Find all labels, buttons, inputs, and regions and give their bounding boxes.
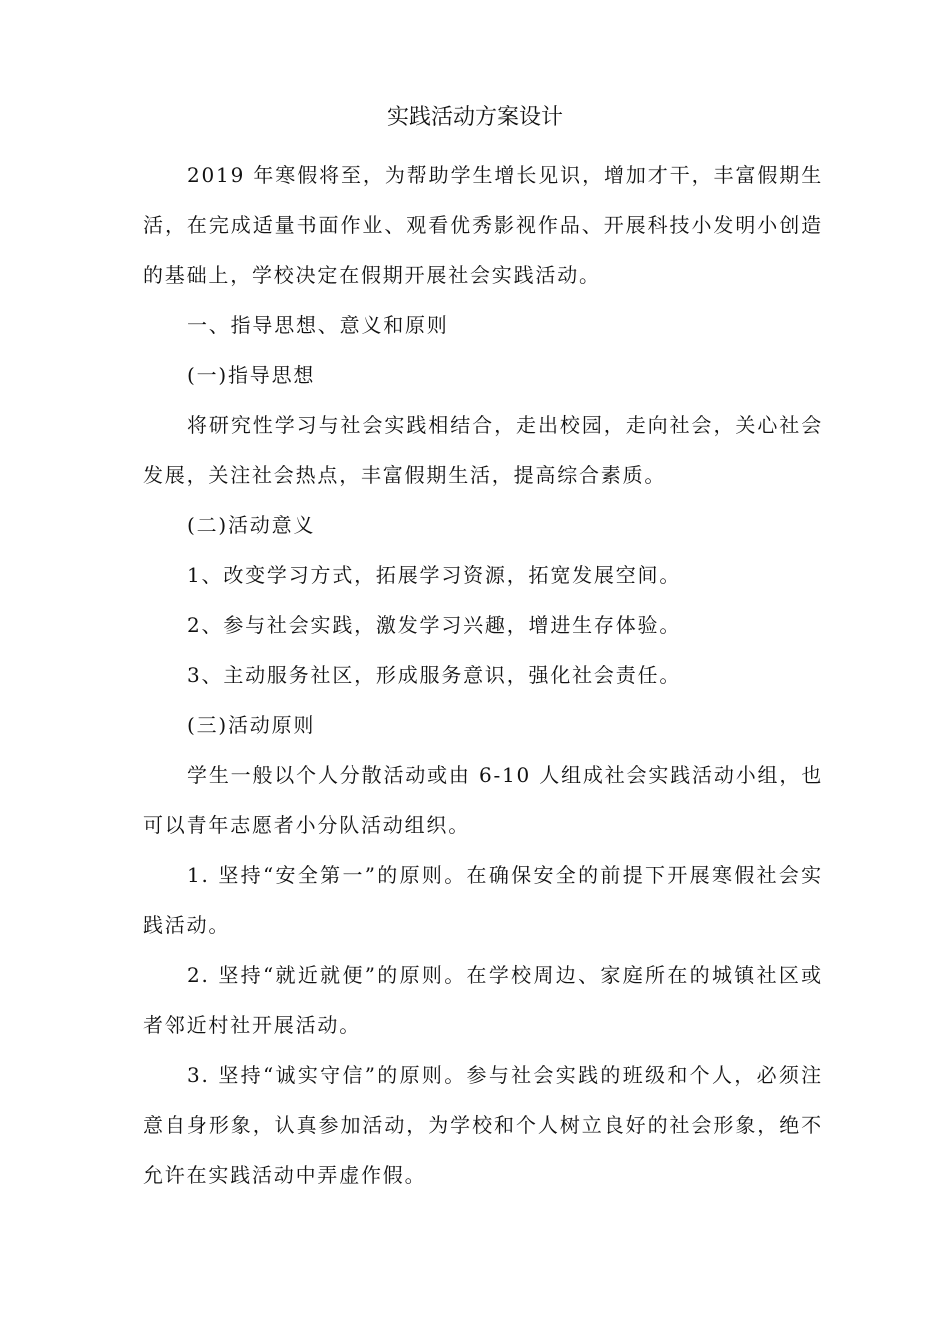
principle-item-2: 2. 坚持“就近就便”的原则。在学校周边、家庭所在的城镇社区或者邻近村社开展活动。: [143, 963, 823, 1037]
guiding-thought-paragraph: 将研究性学习与社会实践相结合，走出校园，走向社会，关心社会发展，关注社会热点，丰富假期生活，提高综合素质。: [143, 413, 823, 487]
principle-item-1: 1. 坚持“安全第一”的原则。在确保安全的前提下开展寒假社会实践活动。: [143, 863, 823, 937]
principles-intro-paragraph: 学生一般以个人分散活动或由 6-10 人组成社会实践活动小组，也可以青年志愿者小分队活动组织。: [143, 763, 823, 837]
intro-paragraph: 2019 年寒假将至，为帮助学生增长见识，增加才干，丰富假期生活，在完成适量书面作业、观看优秀影视作品、开展科技小发明小创造的基础上，学校决定在假期开展社会实践活动。: [143, 163, 823, 287]
section-heading-guiding-principles: 一、指导思想、意义和原则: [187, 313, 449, 337]
significance-item-3: 3、主动服务社区，形成服务意识，强化社会责任。: [187, 663, 682, 687]
document-body: [143, 150, 823, 1200]
significance-item-2: 2、参与社会实践，激发学习兴趣，增进生存体验。: [187, 613, 682, 637]
subsection-heading-activity-principles: (三)活动原则: [187, 713, 316, 737]
significance-item-1: 1、改变学习方式，拓展学习资源，拓宽发展空间。: [187, 563, 682, 587]
document-title: 实践活动方案设计: [386, 105, 563, 130]
principle-item-3: 3. 坚持“诚实守信”的原则。参与社会实践的班级和个人，必须注意自身形象，认真参加活动，为学校和个人树立良好的社会形象，绝不允许在实践活动中弄虚作假。: [143, 1063, 823, 1187]
subsection-heading-activity-significance: (二)活动意义: [187, 513, 316, 537]
subsection-heading-guiding-thought: (一)指导思想: [187, 363, 316, 387]
